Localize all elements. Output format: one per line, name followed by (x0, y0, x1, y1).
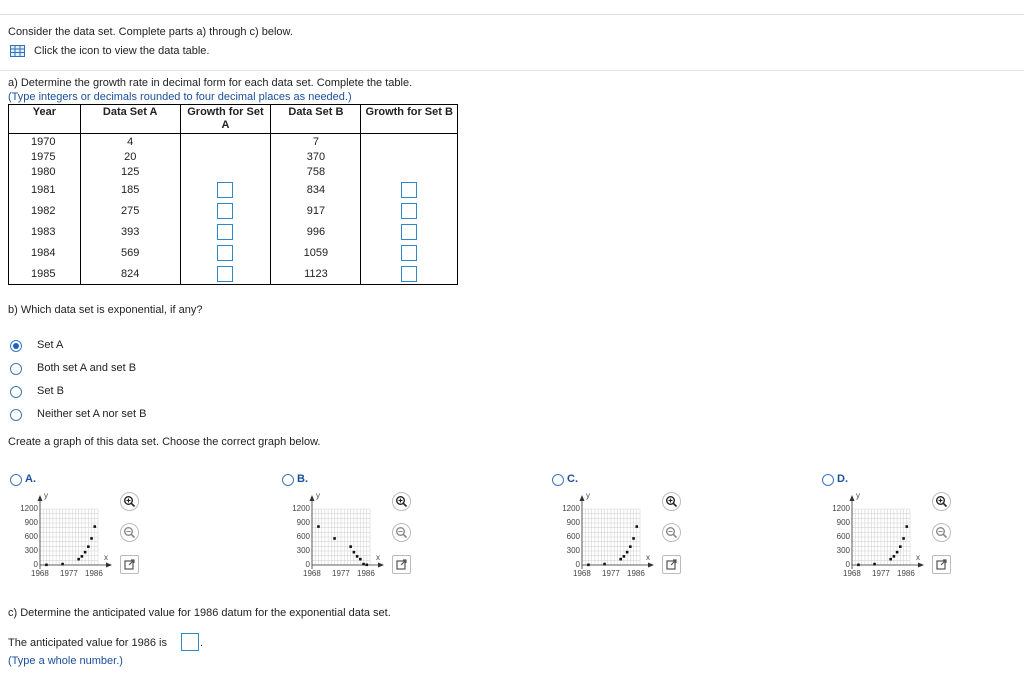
set-b-cell: 917 (271, 200, 361, 221)
year-cell: 1980 (9, 164, 81, 179)
growth-b-input[interactable] (401, 245, 417, 261)
growth-b-cell (361, 200, 458, 221)
set-a-cell: 393 (80, 221, 180, 242)
col-header-set-a: Data Set A (80, 105, 180, 134)
year-cell: 1982 (9, 200, 81, 221)
data-point (81, 555, 84, 558)
y-tick-label: 600 (836, 532, 850, 541)
zoom-out-icon[interactable] (932, 523, 951, 542)
zoom-out-icon-glyph (121, 524, 138, 541)
popout-icon[interactable] (932, 555, 951, 574)
year-cell: 1975 (9, 149, 81, 164)
data-point (359, 558, 362, 561)
graph-letter-2: C. (567, 473, 578, 485)
choice-radio-1[interactable] (10, 363, 22, 375)
popout-icon[interactable] (662, 555, 681, 574)
x-tick-label: 1968 (303, 569, 321, 578)
choice-label-0: Set A (37, 339, 64, 351)
growth-b-input[interactable] (401, 224, 417, 240)
data-point (365, 564, 368, 567)
growth-b-cell (361, 179, 458, 200)
graph-option-1 (280, 472, 530, 592)
graph-prompt: Create a graph of this data set. Choose the correct graph below. (8, 436, 321, 448)
y-tick-label: 600 (24, 532, 38, 541)
zoom-out-icon-glyph (663, 524, 680, 541)
data-point (635, 525, 638, 528)
set-b-cell: 370 (271, 149, 361, 164)
zoom-in-icon[interactable] (392, 492, 411, 511)
graph-option-2 (550, 472, 800, 592)
y-tick-label: 1200 (20, 504, 38, 513)
question-text: Consider the data set. Complete parts a) through c) below. (8, 26, 293, 38)
data-point (333, 537, 336, 540)
year-cell: 1985 (9, 263, 81, 285)
graph-letter-3: D. (837, 473, 848, 485)
data-point (587, 564, 590, 567)
answer-prefix: The anticipated value for 1986 is (8, 637, 167, 649)
y-axis-arrow (580, 495, 585, 501)
growth-b-cell (361, 242, 458, 263)
x-tick-label: 1977 (872, 569, 890, 578)
zoom-out-icon[interactable] (662, 523, 681, 542)
part-a-hint: (Type integers or decimals rounded to four decimal places as needed.) (8, 91, 352, 103)
set-b-cell: 996 (271, 221, 361, 242)
growth-a-cell (180, 242, 271, 263)
growth-a-cell (180, 200, 271, 221)
data-point (623, 555, 626, 558)
table-row (9, 242, 458, 263)
set-b-cell: 834 (271, 179, 361, 200)
x-tick-label: 1968 (573, 569, 591, 578)
y-axis-label: y (856, 491, 860, 500)
zoom-out-icon[interactable] (392, 523, 411, 542)
data-point (84, 551, 87, 554)
popout-icon-glyph (393, 556, 410, 573)
x-axis-arrow (106, 563, 112, 568)
set-a-cell: 569 (80, 242, 180, 263)
x-axis-label: x (916, 553, 920, 562)
data-point (902, 537, 905, 540)
x-tick-label: 1968 (31, 569, 49, 578)
section-divider (0, 70, 1024, 71)
set-b-cell: 1123 (271, 263, 361, 285)
choice-radio-3[interactable] (10, 409, 22, 421)
year-cell: 1981 (9, 179, 81, 200)
growth-b-cell (361, 221, 458, 242)
y-tick-label: 0 (305, 560, 310, 569)
zoom-in-icon-glyph (393, 493, 410, 510)
data-point (77, 558, 80, 561)
data-point (857, 564, 860, 567)
graph-letter-1: B. (297, 473, 308, 485)
y-tick-label: 1200 (292, 504, 310, 513)
graph-option-3 (820, 472, 1024, 592)
x-axis-label: x (646, 553, 650, 562)
data-point (893, 555, 896, 558)
popout-icon[interactable] (120, 555, 139, 574)
data-point (603, 563, 606, 566)
zoom-in-icon-glyph (121, 493, 138, 510)
data-point (899, 545, 902, 548)
growth-b-input[interactable] (401, 182, 417, 198)
y-tick-label: 1200 (562, 504, 580, 513)
popout-icon-glyph (663, 556, 680, 573)
year-cell: 1970 (9, 134, 81, 150)
zoom-in-icon-glyph (663, 493, 680, 510)
set-a-cell: 4 (80, 134, 180, 150)
answer-suffix: . (200, 637, 204, 649)
data-point (349, 545, 352, 548)
zoom-in-icon[interactable] (932, 492, 951, 511)
y-tick-label: 0 (845, 560, 850, 569)
y-axis-arrow (310, 495, 315, 501)
growth-a-input[interactable] (217, 245, 233, 261)
table-row (9, 221, 458, 242)
growth-table (8, 104, 458, 285)
growth-a-input[interactable] (217, 203, 233, 219)
table-icon[interactable] (10, 45, 25, 57)
y-tick-label: 900 (566, 518, 580, 527)
table-row (9, 200, 458, 221)
y-axis-arrow (38, 495, 43, 501)
x-axis-arrow (648, 563, 654, 568)
popout-icon-glyph (121, 556, 138, 573)
x-axis-arrow (378, 563, 384, 568)
growth-b-input[interactable] (401, 266, 417, 282)
col-header-year: Year (9, 105, 81, 134)
set-a-cell: 275 (80, 200, 180, 221)
y-tick-label: 600 (296, 532, 310, 541)
graph-letter-0: A. (25, 473, 36, 485)
set-b-cell: 1059 (271, 242, 361, 263)
top-divider (0, 14, 1024, 15)
x-tick-label: 1986 (627, 569, 645, 578)
x-tick-label: 1968 (843, 569, 861, 578)
growth-a-input[interactable] (217, 224, 233, 240)
growth-b-cell (361, 164, 458, 179)
graph-option-0 (8, 472, 258, 592)
set-a-cell: 185 (80, 179, 180, 200)
x-tick-label: 1977 (332, 569, 350, 578)
data-point (889, 558, 892, 561)
table-row (9, 263, 458, 285)
data-point (93, 525, 96, 528)
growth-a-input[interactable] (217, 266, 233, 282)
growth-a-cell (180, 134, 271, 150)
zoom-in-icon-glyph (933, 493, 950, 510)
col-header-growth-a: Growth for Set A (180, 105, 271, 134)
choice-radio-2[interactable] (10, 386, 22, 398)
set-a-cell: 20 (80, 149, 180, 164)
growth-b-cell (361, 134, 458, 150)
y-axis-arrow (850, 495, 855, 501)
data-point (905, 525, 908, 528)
data-point (45, 564, 48, 567)
choice-label-3: Neither set A nor set B (37, 408, 147, 420)
growth-b-cell (361, 263, 458, 285)
y-tick-label: 900 (24, 518, 38, 527)
set-a-cell: 824 (80, 263, 180, 285)
y-tick-label: 300 (836, 546, 850, 555)
y-tick-label: 1200 (832, 504, 850, 513)
data-point (896, 551, 899, 554)
zoom-in-icon[interactable] (662, 492, 681, 511)
table-row (9, 164, 458, 179)
data-point (873, 563, 876, 566)
y-axis-label: y (316, 491, 320, 500)
data-point (353, 551, 356, 554)
y-tick-label: 300 (566, 546, 580, 555)
part-b-prompt: b) Which data set is exponential, if any? (8, 304, 203, 316)
y-tick-label: 900 (836, 518, 850, 527)
x-axis-arrow (918, 563, 924, 568)
part-a-prompt: a) Determine the growth rate in decimal form for each data set. Complete the table. (8, 77, 413, 89)
data-point (90, 537, 93, 540)
x-axis-label: x (104, 553, 108, 562)
data-point (362, 563, 365, 566)
table-row (9, 179, 458, 200)
set-b-cell: 758 (271, 164, 361, 179)
growth-b-cell (361, 149, 458, 164)
y-tick-label: 600 (566, 532, 580, 541)
y-tick-label: 0 (33, 560, 38, 569)
col-header-growth-b: Growth for Set B (361, 105, 458, 134)
table-row (9, 134, 458, 150)
col-header-set-b: Data Set B (271, 105, 361, 134)
data-point (619, 558, 622, 561)
y-axis-label: y (586, 491, 590, 500)
table-row (9, 149, 458, 164)
choice-label-2: Set B (37, 385, 64, 397)
x-tick-label: 1977 (602, 569, 620, 578)
data-point (87, 545, 90, 548)
x-tick-label: 1986 (85, 569, 103, 578)
data-point (626, 551, 629, 554)
y-tick-label: 300 (24, 546, 38, 555)
zoom-out-icon-glyph (933, 524, 950, 541)
popout-icon-glyph (933, 556, 950, 573)
data-point (317, 525, 320, 528)
data-point (629, 545, 632, 548)
growth-a-cell (180, 164, 271, 179)
data-point (61, 563, 64, 566)
set-b-cell: 7 (271, 134, 361, 150)
zoom-out-icon[interactable] (120, 523, 139, 542)
growth-a-input[interactable] (217, 182, 233, 198)
year-cell: 1984 (9, 242, 81, 263)
year-cell: 1983 (9, 221, 81, 242)
y-tick-label: 300 (296, 546, 310, 555)
x-tick-label: 1986 (897, 569, 915, 578)
growth-b-input[interactable] (401, 203, 417, 219)
anticipated-value-input[interactable] (181, 633, 199, 651)
part-c-hint: (Type a whole number.) (8, 655, 123, 667)
growth-a-cell (180, 179, 271, 200)
data-point (632, 537, 635, 540)
y-tick-label: 900 (296, 518, 310, 527)
growth-a-cell (180, 221, 271, 242)
zoom-in-icon[interactable] (120, 492, 139, 511)
choice-label-1: Both set A and set B (37, 362, 137, 374)
choice-radio-0[interactable] (10, 340, 22, 352)
y-axis-label: y (44, 491, 48, 500)
growth-a-cell (180, 149, 271, 164)
popout-icon[interactable] (392, 555, 411, 574)
x-tick-label: 1986 (357, 569, 375, 578)
y-tick-label: 0 (575, 560, 580, 569)
part-c-prompt: c) Determine the anticipated value for 1986 datum for the exponential data set. (8, 607, 391, 619)
set-a-cell: 125 (80, 164, 180, 179)
x-tick-label: 1977 (60, 569, 78, 578)
x-axis-label: x (376, 553, 380, 562)
zoom-out-icon-glyph (393, 524, 410, 541)
data-point (356, 555, 359, 558)
data-table-link[interactable]: Click the icon to view the data table. (34, 45, 210, 57)
growth-a-cell (180, 263, 271, 285)
